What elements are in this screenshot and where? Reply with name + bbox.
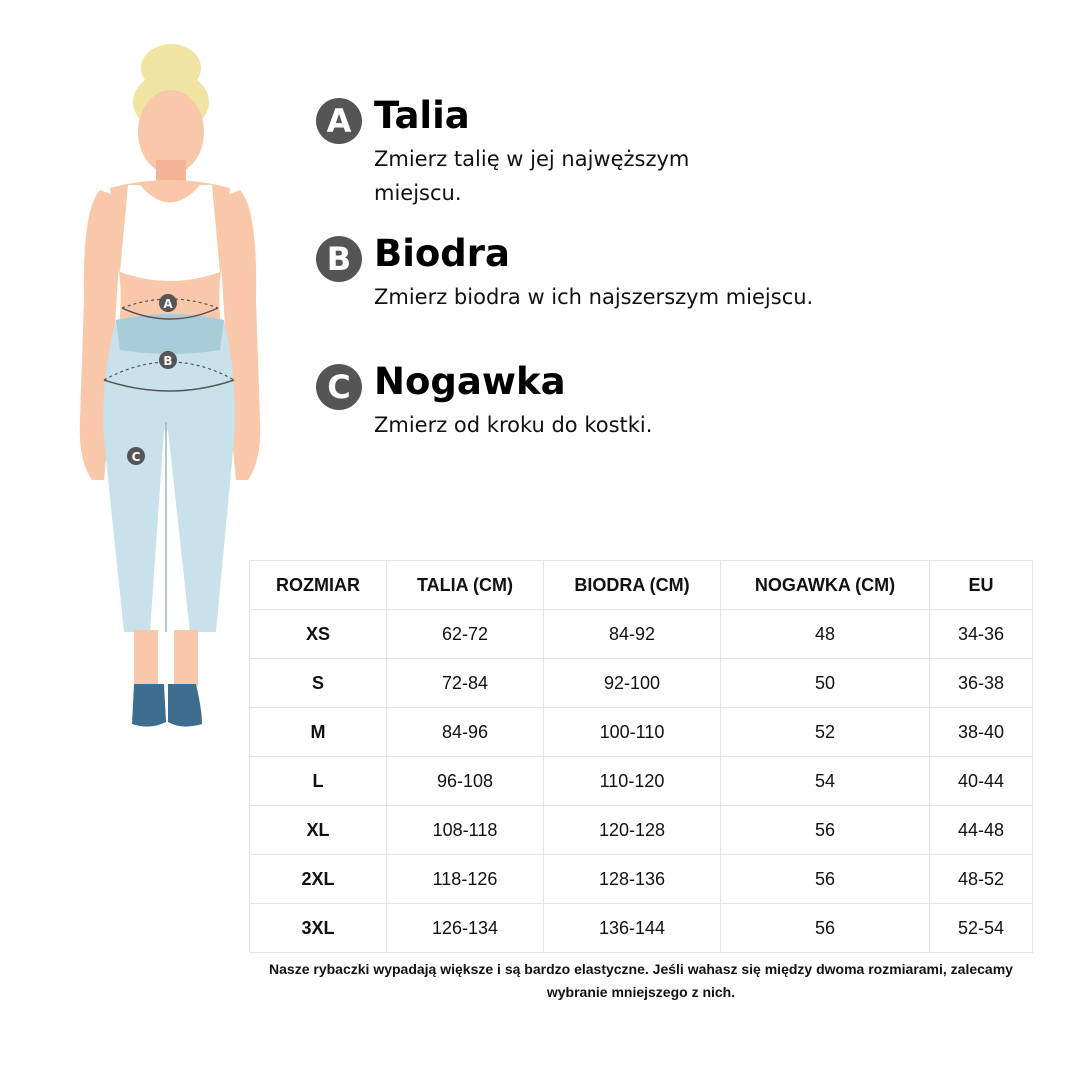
table-header-row xyxy=(250,561,1033,610)
cell-eu: 48-52 xyxy=(930,855,1033,904)
cell-size: 2XL xyxy=(250,855,387,904)
leg-marker-c-letter: C xyxy=(131,450,141,464)
badge-a-icon: A xyxy=(316,98,362,144)
woman-figure-illustration xyxy=(70,40,270,740)
measure-title: Nogawka xyxy=(374,360,566,403)
cell-size: 3XL xyxy=(250,904,387,953)
cell-size: S xyxy=(250,659,387,708)
cell-size: XL xyxy=(250,806,387,855)
measure-description: Zmierz od kroku do kostki. xyxy=(374,413,653,437)
cell-waist: 96-108 xyxy=(387,757,544,806)
table-row xyxy=(250,708,1033,757)
hip-marker-b-letter: B xyxy=(163,354,173,368)
table-row xyxy=(250,610,1033,659)
cell-waist: 84-96 xyxy=(387,708,544,757)
table-row xyxy=(250,904,1033,953)
table-row xyxy=(250,757,1033,806)
header-eu: EU xyxy=(930,561,1033,610)
cell-hips: 128-136 xyxy=(544,855,721,904)
cell-eu: 44-48 xyxy=(930,806,1033,855)
right-shoe xyxy=(168,684,202,727)
table-row xyxy=(250,806,1033,855)
cell-eu: 38-40 xyxy=(930,708,1033,757)
cell-hips: 120-128 xyxy=(544,806,721,855)
cell-size: M xyxy=(250,708,387,757)
size-chart-table xyxy=(249,560,1033,953)
header-size: ROZMIAR xyxy=(250,561,387,610)
cell-leg: 50 xyxy=(721,659,930,708)
cell-waist: 108-118 xyxy=(387,806,544,855)
table-row xyxy=(250,855,1033,904)
cell-size: L xyxy=(250,757,387,806)
measure-title: Biodra xyxy=(374,232,511,275)
cell-eu: 52-54 xyxy=(930,904,1033,953)
cell-hips: 110-120 xyxy=(544,757,721,806)
table-row xyxy=(250,659,1033,708)
cell-hips: 92-100 xyxy=(544,659,721,708)
cell-waist: 62-72 xyxy=(387,610,544,659)
cell-size: XS xyxy=(250,610,387,659)
cell-leg: 52 xyxy=(721,708,930,757)
measure-description: Zmierz biodra w ich najszerszym miejscu. xyxy=(374,285,814,309)
right-calf xyxy=(174,630,198,686)
cell-eu: 40-44 xyxy=(930,757,1033,806)
cell-hips: 136-144 xyxy=(544,904,721,953)
cell-eu: 36-38 xyxy=(930,659,1033,708)
sizing-note: Nasze rybaczki wypadają większe i są bardzo elastyczne. Jeśli wahasz się między dwoma rozmiarami, zalecamy wybranie mniejszego z nich. xyxy=(269,961,1013,1000)
measure-title: Talia xyxy=(374,94,470,137)
waistband xyxy=(116,314,224,354)
badge-c-icon: C xyxy=(316,364,362,410)
badge-b-icon: B xyxy=(316,236,362,282)
cell-waist: 72-84 xyxy=(387,659,544,708)
cell-leg: 48 xyxy=(721,610,930,659)
header-leg: NOGAWKA (CM) xyxy=(721,561,930,610)
cell-waist: 118-126 xyxy=(387,855,544,904)
left-calf xyxy=(134,630,158,686)
cell-leg: 56 xyxy=(721,904,930,953)
left-shoe xyxy=(132,684,166,727)
cell-leg: 56 xyxy=(721,806,930,855)
cell-eu: 34-36 xyxy=(930,610,1033,659)
cell-leg: 56 xyxy=(721,855,930,904)
cell-leg: 54 xyxy=(721,757,930,806)
header-waist: TALIA (CM) xyxy=(387,561,544,610)
cell-hips: 84-92 xyxy=(544,610,721,659)
cell-hips: 100-110 xyxy=(544,708,721,757)
measure-description: Zmierz talię w jej najwęższym miejscu. xyxy=(374,147,690,205)
cell-waist: 126-134 xyxy=(387,904,544,953)
header-hips: BIODRA (CM) xyxy=(544,561,721,610)
waist-marker-a-letter: A xyxy=(163,297,173,311)
